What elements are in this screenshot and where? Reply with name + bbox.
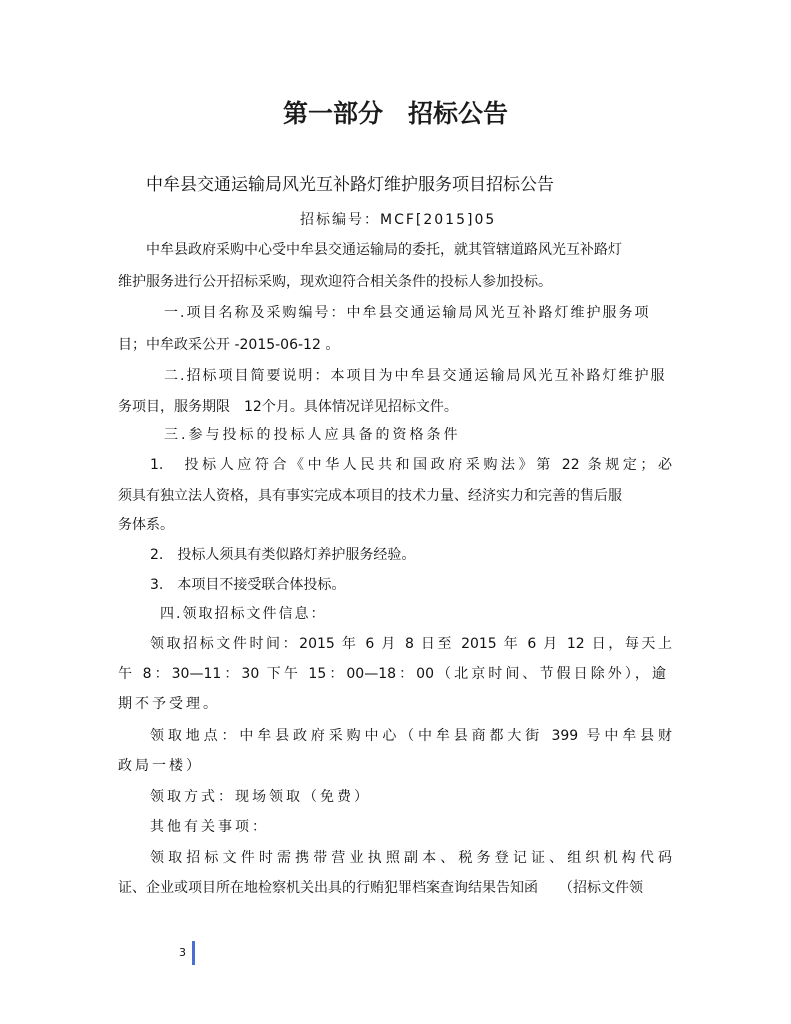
notice-title: 中牟县交通运输局风光互补路灯维护服务项目招标公告 [146, 175, 554, 195]
section2-line-2: 务项目，服务期限 12个月。具体情况详见招标文件。 [118, 399, 458, 415]
receive-time-line-2: 午 8：30—11：30 下午 15：00—18：00（北京时间、节假日除外），逾 [118, 666, 666, 682]
section3-item1-line-2: 须具有独立法人资格，具有事实完成本项目的技术力量、经济实力和完善的售后服 [118, 488, 622, 504]
receive-place-line-2: 政局一楼） [118, 758, 203, 774]
other-matters-heading: 其他有关事项： [150, 819, 269, 835]
section3-item2: 2. 投标人须具有类似路灯养护服务经验。 [150, 547, 416, 563]
page-number-bar [192, 941, 195, 965]
section3-heading: 三.参与投标的投标人应具备的资格条件 [164, 427, 461, 443]
receive-place-line-1: 领取地点：中牟县政府采购中心（中牟县商都大街 399 号中牟县财 [150, 728, 672, 744]
intro-line-2: 维护服务进行公开招标采购，现欢迎符合相关条件的投标人参加投标。 [118, 274, 552, 290]
section4-heading: 四.领取招标文件信息： [160, 606, 327, 622]
intro-line-1: 中牟县政府采购中心受中牟县交通运输局的委托，就其管辖道路风光互补路灯 [146, 242, 622, 258]
section3-item1-line-3: 务体系。 [118, 517, 174, 533]
other-matters-line-1: 领取招标文件时需携带营业执照副本、税务登记证、组织机构代码 [150, 850, 672, 866]
receive-method: 领取方式：现场领取（免费） [150, 789, 371, 805]
receive-time-line-3: 期不予受理。 [118, 696, 220, 712]
section3-item1-line-1: 1. 投标人应符合《中华人民共和国政府采购法》第 22 条规定；必 [150, 457, 672, 473]
receive-time-line-1: 领取招标文件时间：2015 年 6 月 8 日至 2015 年 6 月 12 日，每天上 [150, 636, 672, 652]
bid-number: 招标编号：MCF[2015]05 [300, 212, 497, 228]
section1-line-2: 目；中牟政采公开 -2015-06-12 。 [118, 337, 340, 353]
section3-item3: 3. 本项目不接受联合体投标。 [150, 577, 346, 593]
section2-line-1: 二.招标项目简要说明：本项目为中牟县交通运输局风光互补路灯维护服 [164, 368, 667, 384]
page-title: 第一部分 招标公告 [282, 99, 508, 128]
section1-line-1: 一.项目名称及采购编号：中牟县交通运输局风光互补路灯维护服务项 [164, 305, 651, 321]
other-matters-line-2: 证、企业或项目所在地检察机关出具的行贿犯罪档案查询结果告知函 （招标文件领 [118, 880, 643, 896]
page-number: 3 [179, 946, 186, 959]
